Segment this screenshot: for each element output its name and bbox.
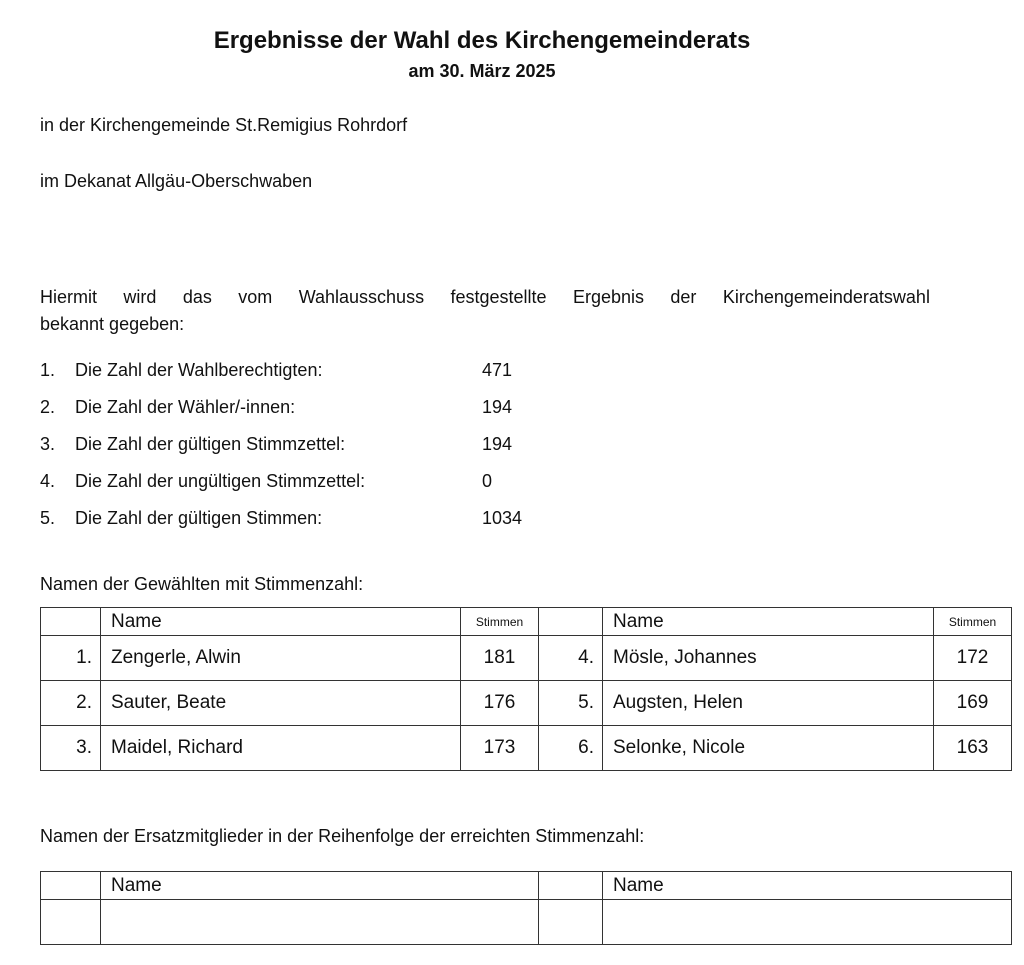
header-name: Name <box>101 608 461 636</box>
stat-number: 5. <box>40 508 56 528</box>
stat-label: Die Zahl der gültigen Stimmzettel: <box>75 434 346 454</box>
intro-line-2: bekannt gegeben: <box>40 314 185 334</box>
header-cell-empty <box>41 608 101 636</box>
intro-word: vom <box>238 287 273 307</box>
empty-cell <box>41 900 101 945</box>
votes-cell: 169 <box>934 681 1012 726</box>
stat-value: 194 <box>482 397 513 417</box>
name-cell: Sauter, Beate <box>101 681 461 726</box>
votes-cell: 172 <box>934 636 1012 681</box>
table-header-row <box>41 872 1012 900</box>
substitutes-table <box>40 871 1012 945</box>
stat-number: 2. <box>40 397 56 417</box>
election-date: am 30. März 2025 <box>408 61 556 81</box>
stat-value: 0 <box>482 471 493 491</box>
rank-cell: 6. <box>539 726 603 771</box>
rank-cell: 3. <box>41 726 101 771</box>
votes-cell: 176 <box>461 681 539 726</box>
name-cell: Augsten, Helen <box>603 681 934 726</box>
substitutes-heading: Namen der Ersatzmitglieder in der Reihenfolge der erreichten Stimmenzahl: <box>40 826 645 846</box>
header-cell-empty <box>41 872 101 900</box>
table-row <box>41 681 1012 726</box>
stat-label: Die Zahl der Wahlberechtigten: <box>75 360 323 380</box>
name-cell: Maidel, Richard <box>101 726 461 771</box>
table-row <box>41 636 1012 681</box>
intro-word: Wahlausschuss <box>298 287 425 307</box>
stat-number: 1. <box>40 360 56 380</box>
elected-table <box>40 607 1012 771</box>
intro-word: Ergebnis <box>572 287 644 307</box>
stat-value: 194 <box>482 434 513 454</box>
intro-word: Hiermit <box>40 287 97 307</box>
header-name: Name <box>101 872 539 900</box>
intro-word: festgestellte <box>450 287 547 307</box>
empty-cell <box>539 900 603 945</box>
stat-number: 4. <box>40 471 56 491</box>
rank-cell: 5. <box>539 681 603 726</box>
name-cell: Mösle, Johannes <box>603 636 934 681</box>
empty-cell <box>101 900 539 945</box>
name-cell: Selonke, Nicole <box>603 726 934 771</box>
votes-cell: 173 <box>461 726 539 771</box>
stat-label: Die Zahl der Wähler/-innen: <box>75 397 296 417</box>
intro-word: wird <box>123 287 157 307</box>
votes-cell: 181 <box>461 636 539 681</box>
stat-value: 471 <box>482 360 513 380</box>
name-cell: Zengerle, Alwin <box>101 636 461 681</box>
intro-word: der <box>670 287 697 307</box>
header-votes: Stimmen <box>934 608 1012 636</box>
header-name: Name <box>603 608 934 636</box>
rank-cell: 2. <box>41 681 101 726</box>
table-header-row <box>41 608 1012 636</box>
table-row <box>41 900 1012 945</box>
intro-paragraph <box>40 284 930 338</box>
stat-label: Die Zahl der gültigen Stimmen: <box>75 508 323 528</box>
stat-value: 1034 <box>482 508 523 528</box>
header-votes: Stimmen <box>461 608 539 636</box>
deanery-line: im Dekanat Allgäu-Oberschwaben <box>40 171 313 191</box>
votes-cell: 163 <box>934 726 1012 771</box>
document-title: Ergebnisse der Wahl des Kirchengemeinderats <box>213 27 751 54</box>
parish-line: in der Kirchengemeinde St.Remigius Rohrdorf <box>40 115 408 135</box>
stat-label: Die Zahl der ungültigen Stimmzettel: <box>75 471 366 491</box>
stat-number: 3. <box>40 434 56 454</box>
table-row <box>41 726 1012 771</box>
elected-heading: Namen der Gewählten mit Stimmenzahl: <box>40 574 364 594</box>
header-cell-empty <box>539 608 603 636</box>
header-cell-empty <box>539 872 603 900</box>
intro-word: Kirchengemeinderatswahl <box>722 287 930 307</box>
intro-word: das <box>182 287 212 307</box>
rank-cell: 4. <box>539 636 603 681</box>
header-name: Name <box>603 872 1012 900</box>
empty-cell <box>603 900 1012 945</box>
rank-cell: 1. <box>41 636 101 681</box>
intro-line-1 <box>40 284 930 311</box>
